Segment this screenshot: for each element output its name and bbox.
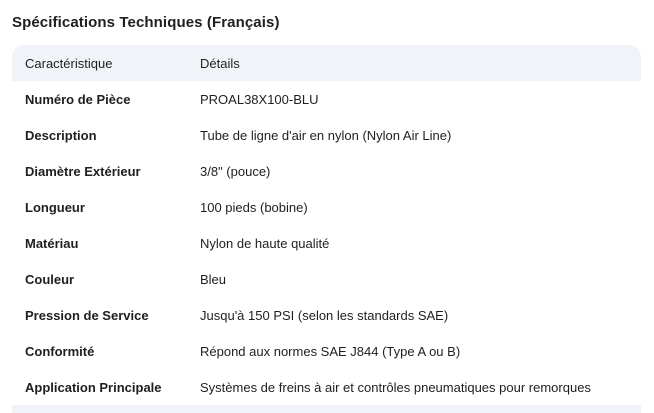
row-value: Tube de ligne d'air en nylon (Nylon Air Line) xyxy=(200,127,452,143)
row-value: 100 pieds (bobine) xyxy=(200,199,308,215)
table-header xyxy=(12,45,641,81)
row-key: Matériau xyxy=(25,235,79,251)
row-value: Bleu xyxy=(200,271,227,287)
row-value: Jusqu'à 150 PSI (selon les standards SAE) xyxy=(200,307,449,323)
specs-table-container xyxy=(12,45,641,413)
row-key: Couleur xyxy=(25,271,75,287)
row-key: Numéro de Pièce xyxy=(25,91,131,107)
row-key: Longueur xyxy=(25,199,85,215)
table-row xyxy=(12,117,641,153)
table-bottom-edge xyxy=(12,405,641,413)
specs-table xyxy=(12,45,641,405)
row-value: PROAL38X100-BLU xyxy=(200,91,319,107)
table-body xyxy=(12,81,641,405)
row-value: Systèmes de freins à air et contrôles pneumatiques pour remorques xyxy=(200,379,591,395)
table-row xyxy=(12,189,641,225)
header-feature: Caractéristique xyxy=(25,55,113,71)
row-key: Pression de Service xyxy=(25,307,149,323)
header-details: Détails xyxy=(200,55,240,71)
table-row xyxy=(12,81,641,117)
table-row xyxy=(12,153,641,189)
table-row xyxy=(12,261,641,297)
header-row xyxy=(12,45,641,81)
row-key: Application Principale xyxy=(25,379,162,395)
table-row xyxy=(12,333,641,369)
row-key: Conformité xyxy=(25,343,95,359)
row-key: Diamètre Extérieur xyxy=(25,163,141,179)
row-value: Nylon de haute qualité xyxy=(200,235,330,251)
table-row xyxy=(12,369,641,405)
table-row xyxy=(12,297,641,333)
row-value: Répond aux normes SAE J844 (Type A ou B) xyxy=(200,343,461,359)
row-key: Description xyxy=(25,127,97,143)
table-row xyxy=(12,225,641,261)
page-title: Spécifications Techniques (Français) xyxy=(12,14,280,31)
row-value: 3/8" (pouce) xyxy=(200,163,271,179)
